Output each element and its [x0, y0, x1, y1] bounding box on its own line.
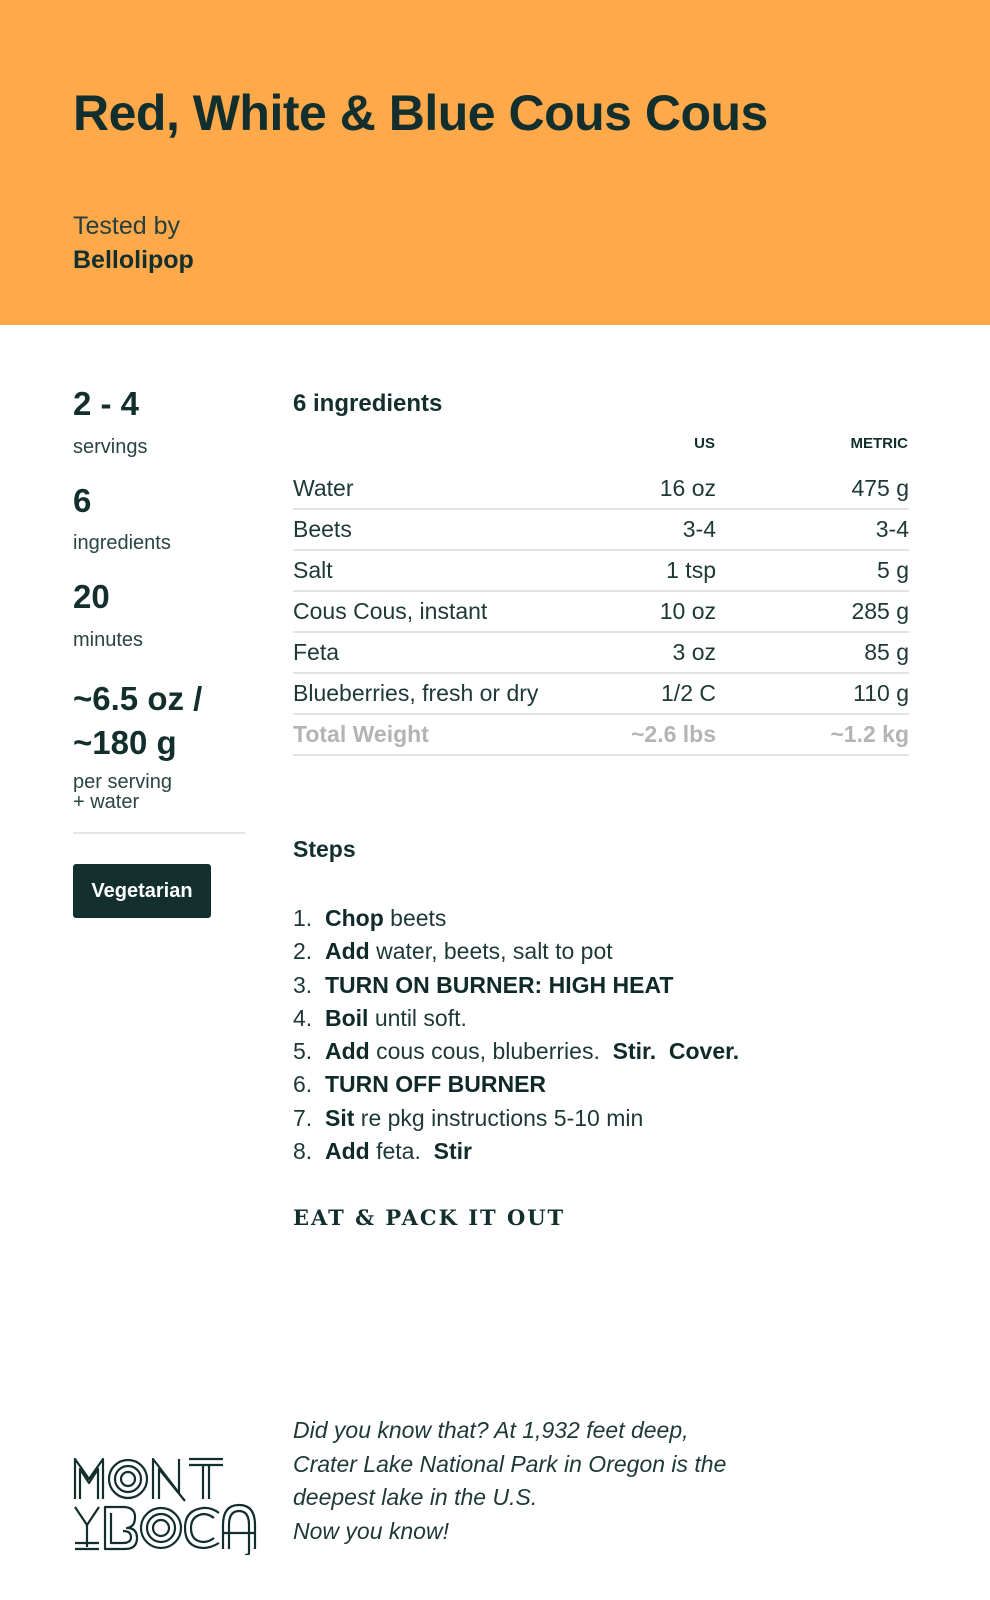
ingredient-name: Blueberries, fresh or dry — [293, 680, 539, 706]
ingredient-metric-amount: 5 g — [877, 557, 909, 583]
ingredients-count-label: ingredients — [73, 532, 171, 554]
step-number: 3. — [293, 971, 313, 998]
ingredient-name: Cous Cous, instant — [293, 598, 488, 624]
ingredient-us-amount: 3 oz — [672, 639, 716, 665]
fun-fact-line: deepest lake in the U.S. — [293, 1484, 538, 1510]
ingredient-metric-amount: 475 g — [851, 475, 909, 501]
step-action: Stir. — [612, 1038, 657, 1065]
step-text — [656, 1038, 669, 1064]
step-number: 8. — [293, 1138, 313, 1165]
servings-label: servings — [73, 436, 148, 458]
step-text: re pkg instructions 5-10 min — [354, 1104, 644, 1131]
ingredient-name: Beets — [293, 516, 352, 542]
step-number: 5. — [293, 1038, 313, 1065]
ingredient-row — [293, 674, 909, 715]
step-action: Boil — [325, 1004, 369, 1031]
step-item — [293, 1002, 739, 1035]
fun-fact — [293, 1414, 726, 1548]
weight-label-serving: per serving — [73, 771, 172, 793]
step-number: 6. — [293, 1071, 313, 1098]
ingredient-row — [293, 592, 909, 633]
step-action: TURN OFF BURNER — [325, 1071, 547, 1098]
total-weight-metric: ~1.2 kg — [830, 721, 909, 747]
step-item — [293, 1135, 739, 1168]
step-text: water, beets, salt to pot — [369, 938, 613, 965]
step-text: cous cous, bluberries. — [369, 1038, 613, 1065]
step-text: beets — [383, 905, 447, 931]
weight-value-g: ~180 g — [73, 724, 177, 761]
vegetarian-tag: Vegetarian — [73, 864, 211, 918]
total-weight-us: ~2.6 lbs — [630, 721, 716, 747]
servings-value: 2 - 4 — [73, 385, 140, 422]
steps-heading: Steps — [293, 836, 356, 862]
step-action: TURN ON BURNER: HIGH HEAT — [325, 971, 674, 998]
step-number: 7. — [293, 1104, 313, 1131]
step-item — [293, 1035, 739, 1068]
step-action: Add — [325, 1138, 370, 1165]
weight-label-water: + water — [73, 791, 140, 813]
step-text: until soft. — [368, 1004, 467, 1031]
monty-boca-logo-icon — [73, 1455, 263, 1555]
total-weight-row — [293, 715, 909, 756]
step-text: feta. — [369, 1138, 434, 1165]
header-banner — [0, 0, 990, 325]
column-header-metric: METRIC — [850, 435, 908, 452]
fun-fact-line: Crater Lake National Park in Oregon is the — [293, 1450, 727, 1477]
ingredient-row — [293, 469, 909, 510]
step-action: Sit — [325, 1104, 355, 1131]
step-action: Add — [325, 1038, 370, 1065]
ingredient-us-amount: 16 oz — [659, 475, 716, 501]
column-header-us: US — [694, 435, 715, 452]
sidebar-divider — [73, 832, 245, 834]
step-action: Chop — [325, 905, 384, 931]
ingredient-us-amount: 1 tsp — [666, 557, 716, 583]
ingredient-name: Salt — [293, 557, 333, 583]
ingredient-name: Feta — [293, 639, 340, 665]
step-item — [293, 1102, 739, 1135]
ingredient-us-amount: 10 oz — [659, 598, 716, 624]
steps-list — [293, 902, 739, 1168]
step-action: Cover. — [668, 1038, 740, 1065]
recipe-title: Red, White & Blue Cous Cous — [73, 85, 768, 141]
ingredient-row — [293, 633, 909, 674]
ingredient-metric-amount: 3-4 — [875, 516, 909, 542]
ingredients-count-value: 6 — [73, 482, 92, 519]
step-action: Add — [325, 938, 370, 965]
ingredient-name: Water — [293, 475, 354, 501]
step-number: 1. — [293, 905, 313, 931]
tester-name: Bellolipop — [73, 246, 194, 274]
step-number: 4. — [293, 1004, 313, 1031]
ingredient-us-amount: 1/2 C — [661, 680, 716, 706]
ingredients-heading: 6 ingredients — [293, 390, 443, 417]
fun-fact-line: Did you know that? At 1,932 feet deep, — [293, 1417, 689, 1443]
step-item — [293, 969, 739, 1002]
fun-fact-line: Now you know! — [293, 1517, 449, 1544]
ingredient-metric-amount: 285 g — [851, 598, 909, 624]
weight-value-oz: ~6.5 oz / — [73, 680, 203, 717]
step-item — [293, 935, 739, 968]
minutes-value: 20 — [73, 578, 110, 615]
step-item — [293, 1068, 739, 1101]
ingredient-us-amount: 3-4 — [682, 516, 716, 542]
ingredient-metric-amount: 85 g — [864, 639, 909, 665]
ingredient-metric-amount: 110 g — [853, 680, 909, 706]
step-action: Stir — [433, 1138, 472, 1165]
tested-by-label: Tested by — [73, 212, 181, 240]
step-number: 2. — [293, 938, 313, 965]
ingredients-table — [293, 469, 909, 756]
closing-line: EAT & PACK IT OUT — [293, 1205, 566, 1230]
step-item — [293, 902, 739, 935]
ingredient-row — [293, 551, 909, 592]
minutes-label: minutes — [73, 629, 144, 651]
ingredient-row — [293, 510, 909, 551]
total-weight-label: Total Weight — [293, 721, 429, 747]
